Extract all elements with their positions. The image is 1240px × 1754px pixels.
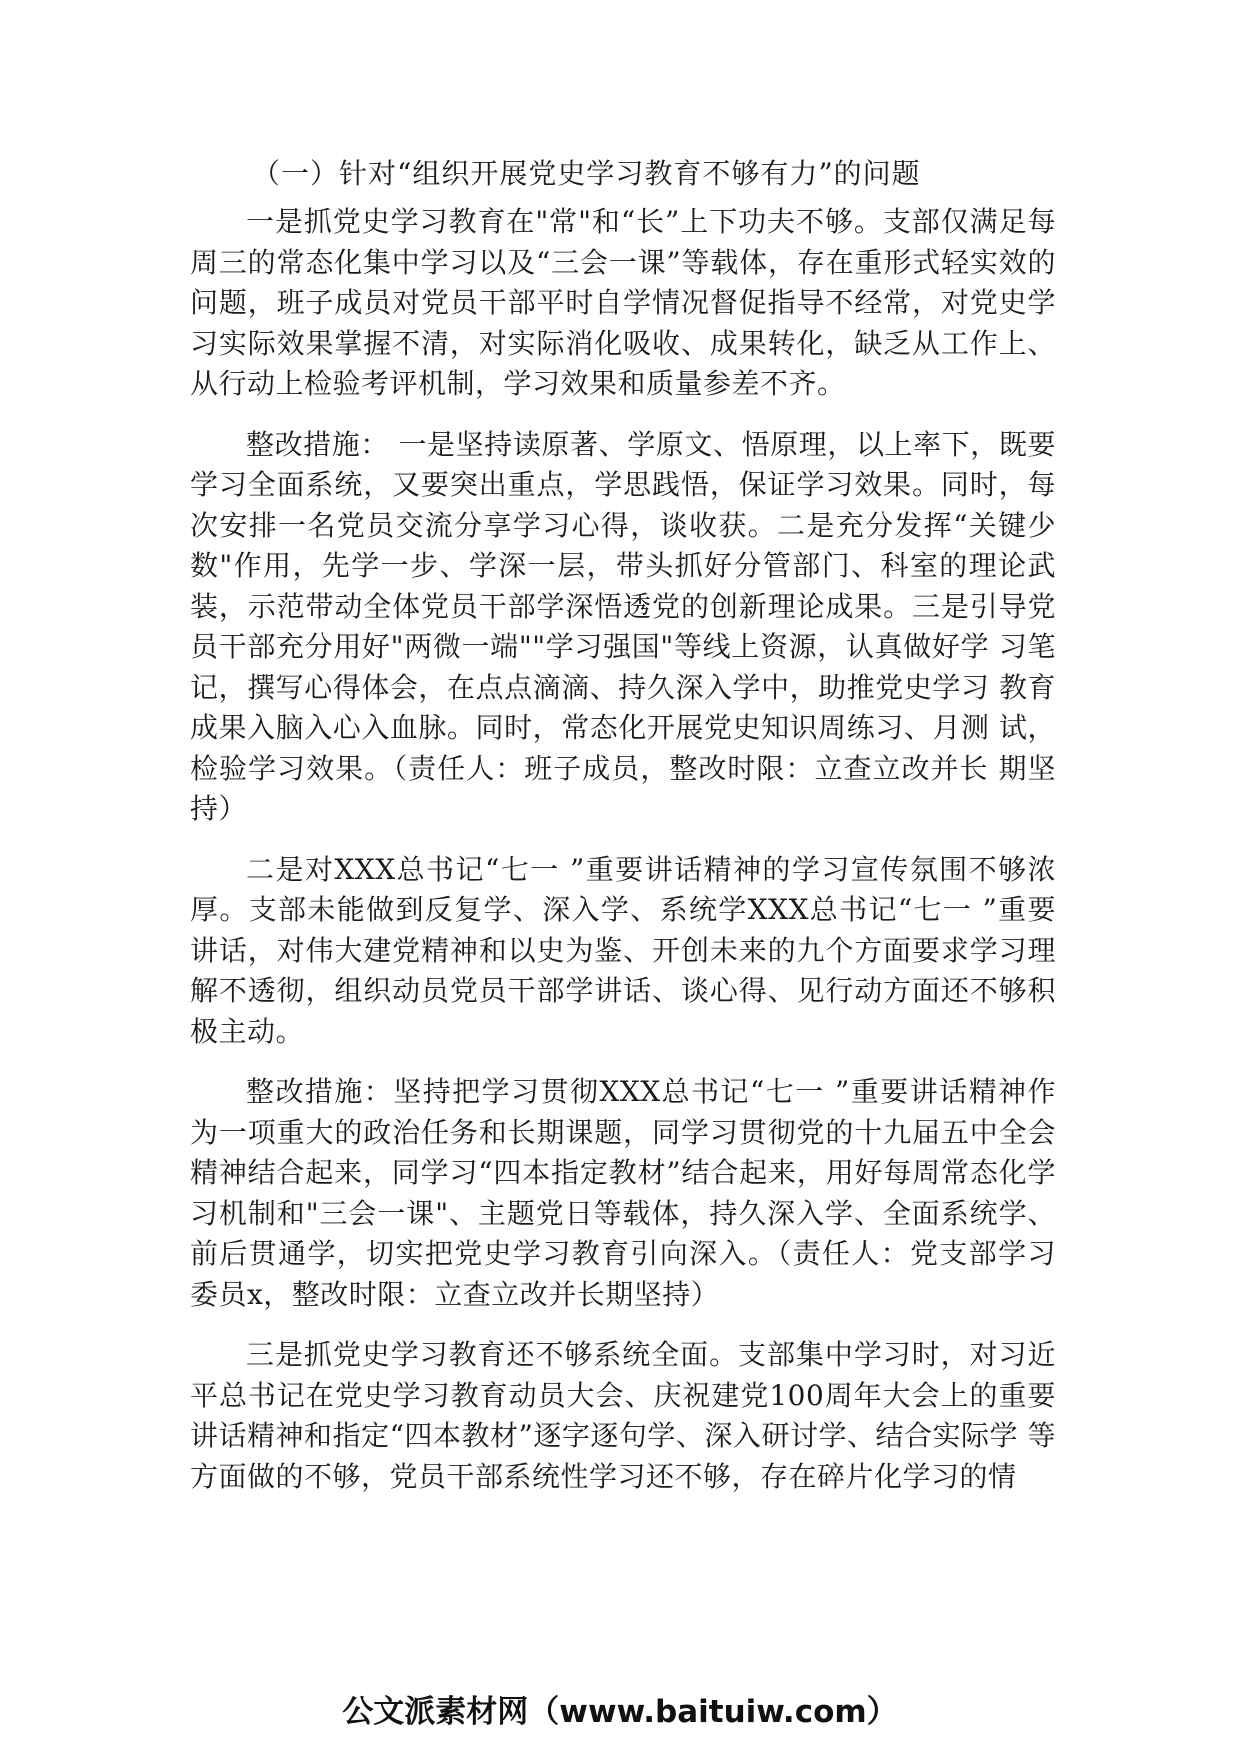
document-body: [190, 152, 1056, 1517]
section-heading: （一）针对“组织开展党史学习教育不够有力”的问题: [252, 157, 921, 190]
paragraph-measures-1: 整改措施： 一是坚持读原著、学原文、悟原理，以上率下，既要 学习全面系统，又要突出重点，学思践悟，保证学习效果。同时，每 次安排一名党员交流分享学习心得，谈收获。二是充分发挥“关键少 数"作用，先学一步、学深一层，带头抓好分管部门、科室的理论武 装，示范带动全体党员干部学深悟透党的创新理论成果。三是引导党 员干部充分用好"两微一端""学习强国"等线上资源，认真做好学 习笔记，撰写心得体会，在点点滴滴、持久深入学中，助推党史学习 教育成果入脑入心入血脉。同时，常态化开展党史知识周练习、月测 试，检验学习效果。（责任人：班子成员，整改时限：立查立改并长 期坚持）: [190, 427, 1056, 825]
paragraph-problem-1: 一是抓党史学习教育在"常"和“长”上下功夫不够。支部仅满足每周三的常态化集中学习以及“三会一课”等载体，存在重形式轻实效的问题，班子成员对党员干部平时自学情况督促指导不经常，对党史学习实际效果掌握不清，对实际消化吸收、成果转化，缺乏从工作上、从行动上检验考评机制，学习效果和质量参差不齐。: [190, 205, 1056, 400]
footer-watermark: 公文派素材网（www.baituiw.com）: [342, 1694, 898, 1730]
paragraph-problem-2: 二是对XXX总书记“七一 ”重要讲话精神的学习宣传氛围不够浓厚。支部未能做到反复学、深入学、系统学XXX总书记“七一 ”重要讲话，对伟大建党精神和以史为鉴、开创未来的九个方面要求学习理解不透彻，组织动员党员干部学讲话、谈心得、见行动方面还不够积极主动。: [190, 852, 1056, 1048]
paragraph-problem-3: 三是抓党史学习教育还不够系统全面。支部集中学习时，对习近平总书记在党史学习教育动员大会、庆祝建党100周年大会上的重要 讲话精神和指定“四本教材”逐字逐句学、深入研讨学、结合实际学 等方面做的不够，党员干部系统性学习还不够，存在碎片化学习的情: [190, 1338, 1056, 1493]
paragraph-measures-2: 整改措施：坚持把学习贯彻XXX总书记“七一 ”重要讲话精神作为一项重大的政治任务和长期课题，同学习贯彻党的十九届五中全会精神结合起来，同学习“四本指定教材”结合起来，用好每周常态化学习机制和"三会一课"、主题党日等载体，持久深入学、全面系统学、前后贯通学，切实把党史学习教育引向深入。（责任人：党支部学习委员x，整改时限：立查立改并长期坚持）: [190, 1075, 1056, 1311]
